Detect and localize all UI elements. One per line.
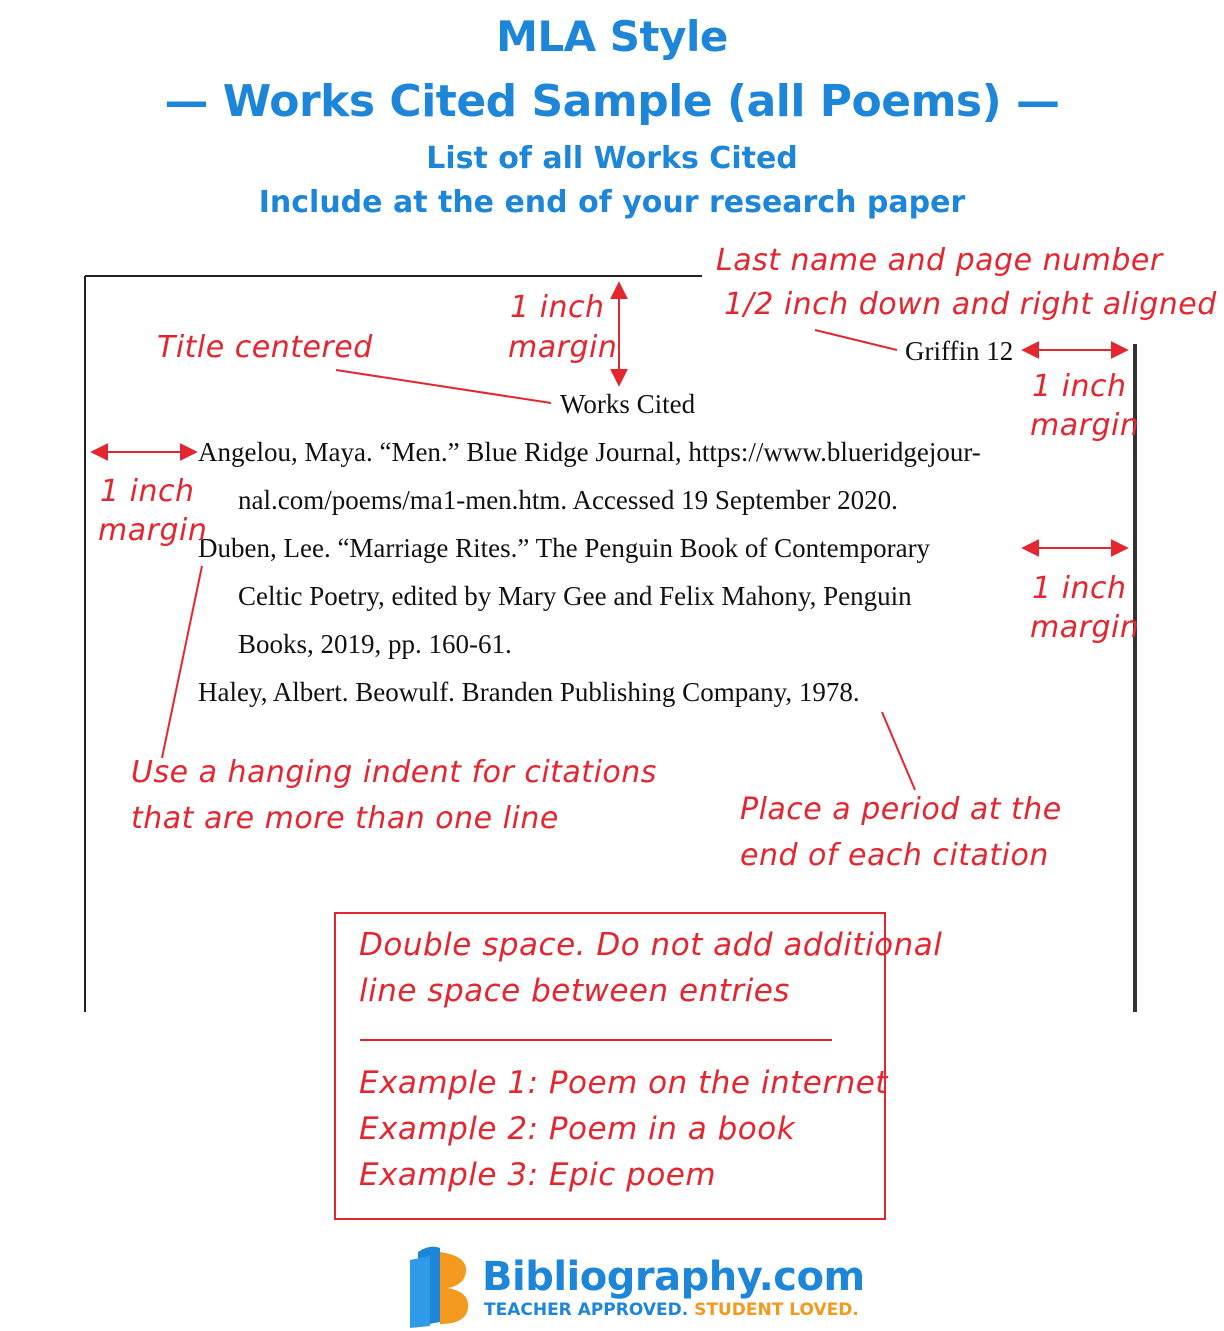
right-margin-label: 1 inch xyxy=(1032,571,1127,606)
header-line-3: List of all Works Cited xyxy=(426,141,798,176)
hanging-indent-note: that are more than one line xyxy=(131,801,559,836)
left-margin-label: margin xyxy=(98,513,208,548)
page-subtitle: — Works Cited Sample (all Poems) — xyxy=(164,76,1060,127)
hanging-indent-note: Use a hanging indent for citations xyxy=(131,755,657,790)
running-head-note: Last name and page number xyxy=(716,243,1163,278)
citation-line: nal.com/poems/ma1-men.htm. Accessed 19 September 2020. xyxy=(238,485,898,515)
brand-name: Bibliography.com xyxy=(482,1254,865,1300)
running-head: Griffin 12 xyxy=(905,336,1014,366)
spacing-note: line space between entries xyxy=(359,973,790,1009)
hanging-indent-leader xyxy=(162,566,202,758)
citation-line: Angelou, Maya. “Men.” Blue Ridge Journal, https://www.blueridgejour- xyxy=(198,437,981,467)
left-margin-label: 1 inch xyxy=(100,474,195,509)
spacing-note: Double space. Do not add additional xyxy=(359,927,943,963)
title-leader xyxy=(336,370,551,403)
top-margin-label: 1 inch xyxy=(510,290,605,325)
example-item: Example 3: Epic poem xyxy=(359,1157,717,1193)
running-head-note: 1/2 inch down and right aligned xyxy=(724,287,1217,322)
works-cited-heading: Works Cited xyxy=(560,389,696,419)
right-margin-label: 1 inch xyxy=(1032,369,1127,404)
example-item: Example 2: Poem in a book xyxy=(359,1111,796,1147)
period-leader xyxy=(882,712,915,790)
citation-line: Haley, Albert. Beowulf. Branden Publishing Company, 1978. xyxy=(198,677,860,707)
right-margin-label: margin xyxy=(1030,610,1140,645)
citation-line: Duben, Lee. “Marriage Rites.” The Penguin Book of Contemporary xyxy=(198,533,931,563)
tagline-teacher: TEACHER APPROVED. xyxy=(484,1300,689,1320)
top-margin-label: margin xyxy=(508,330,618,365)
tagline-student: STUDENT LOVED. xyxy=(694,1300,859,1320)
header-line-4: Include at the end of your research paper xyxy=(258,185,966,220)
page-title: MLA Style xyxy=(496,12,728,61)
title-note: Title centered xyxy=(157,330,373,365)
running-head-leader xyxy=(815,330,897,350)
period-note: Place a period at the xyxy=(740,792,1062,827)
right-margin-label: margin xyxy=(1030,408,1140,443)
example-item: Example 1: Poem on the internet xyxy=(359,1065,888,1101)
info-box-divider xyxy=(360,1039,832,1041)
period-note: end of each citation xyxy=(740,838,1049,873)
brand-tagline xyxy=(484,1300,859,1320)
citation-line: Celtic Poetry, edited by Mary Gee and Felix Mahony, Penguin xyxy=(238,581,912,611)
citation-line: Books, 2019, pp. 160-61. xyxy=(238,629,512,659)
